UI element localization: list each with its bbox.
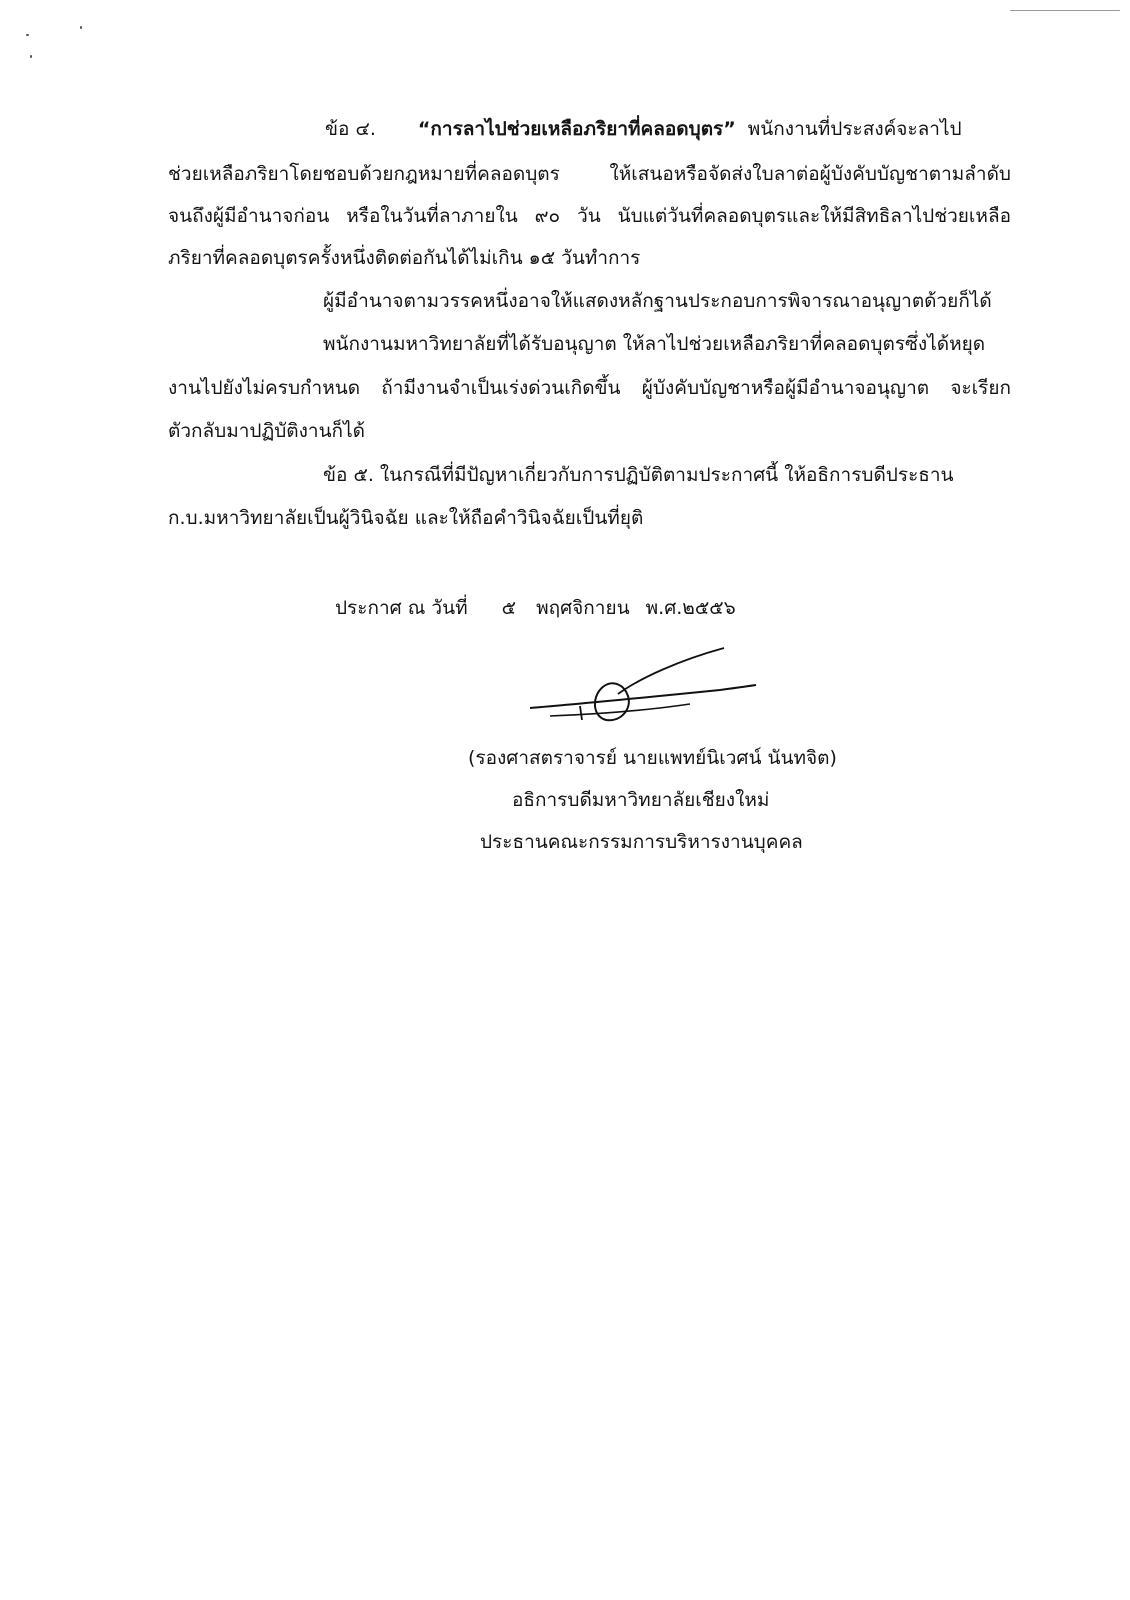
announcement-month: พฤศจิกายน xyxy=(536,597,630,619)
announcement-prefix: ประกาศ ณ วันที่ xyxy=(335,597,468,619)
clause4-line3: จนถึงผู้มีอำนาจก่อน หรือในวันที่ลาภายใน ๙๐ วัน นับแต่วันที่คลอดบุตรและให้มีสิทธิลาไปช่วยเหลือ xyxy=(168,205,1011,227)
signatory-position2: ประธานคณะกรรมการบริหารงานบุคคล xyxy=(480,831,803,853)
scan-speck xyxy=(1010,10,1120,11)
clause4-para3-line2: งานไปยังไม่ครบกำหนด ถ้ามีงานจำเป็นเร่งด่วนเกิดขึ้น ผู้บังคับบัญชาหรือผู้มีอำนาจอนุญาต จะเรียก xyxy=(168,377,1011,399)
announcement-date xyxy=(335,595,736,621)
clause4-line4: ภริยาที่คลอดบุตรครั้งหนึ่งติดต่อกันได้ไม่เกิน ๑๕ วันทำการ xyxy=(168,247,641,269)
clause4-label: ข้อ ๔. xyxy=(325,118,376,140)
clause4-line1-rest: พนักงานที่ประสงค์จะลาไป xyxy=(747,118,962,140)
scan-speck xyxy=(30,55,32,58)
announcement-year: พ.ศ.๒๕๕๖ xyxy=(645,597,736,619)
announcement-day: ๕ xyxy=(501,597,517,619)
clause4-line2: ช่วยเหลือภริยาโดยชอบด้วยกฎหมายที่คลอดบุตร ให้เสนอหรือจัดส่งใบลาต่อผู้บังคับบัญชาตามลำดับ xyxy=(168,163,1011,185)
scan-speck xyxy=(80,26,82,29)
scan-speck xyxy=(26,34,29,36)
handwritten-signature xyxy=(520,638,760,728)
signatory-name: (รองศาสตราจารย์ นายแพทย์นิเวศน์ นันทจิต) xyxy=(468,747,837,769)
clause5-line1: ข้อ ๕. ในกรณีที่มีปัญหาเกี่ยวกับการปฏิบัติตามประกาศนี้ ให้อธิการบดีประธาน xyxy=(323,464,954,486)
clause4-para3-line3: ตัวกลับมาปฏิบัติงานก็ได้ xyxy=(168,420,365,442)
clause4-para3-line1: พนักงานมหาวิทยาลัยที่ได้รับอนุญาต ให้ลาไปช่วยเหลือภริยาที่คลอดบุตรซึ่งได้หยุด xyxy=(323,333,986,355)
clause5-line2: ก.บ.มหาวิทยาลัยเป็นผู้วินิจฉัย และให้ถือคำวินิจฉัยเป็นที่ยุติ xyxy=(168,507,644,529)
clause4-line1 xyxy=(325,116,962,142)
clause4-title: “การลาไปช่วยเหลือภริยาที่คลอดบุตร” xyxy=(417,118,736,140)
clause4-para2: ผู้มีอำนาจตามวรรคหนึ่งอาจให้แสดงหลักฐานประกอบการพิจารณาอนุญาตด้วยก็ได้ xyxy=(323,290,992,312)
signatory-position1: อธิการบดีมหาวิทยาลัยเชียงใหม่ xyxy=(512,789,770,811)
